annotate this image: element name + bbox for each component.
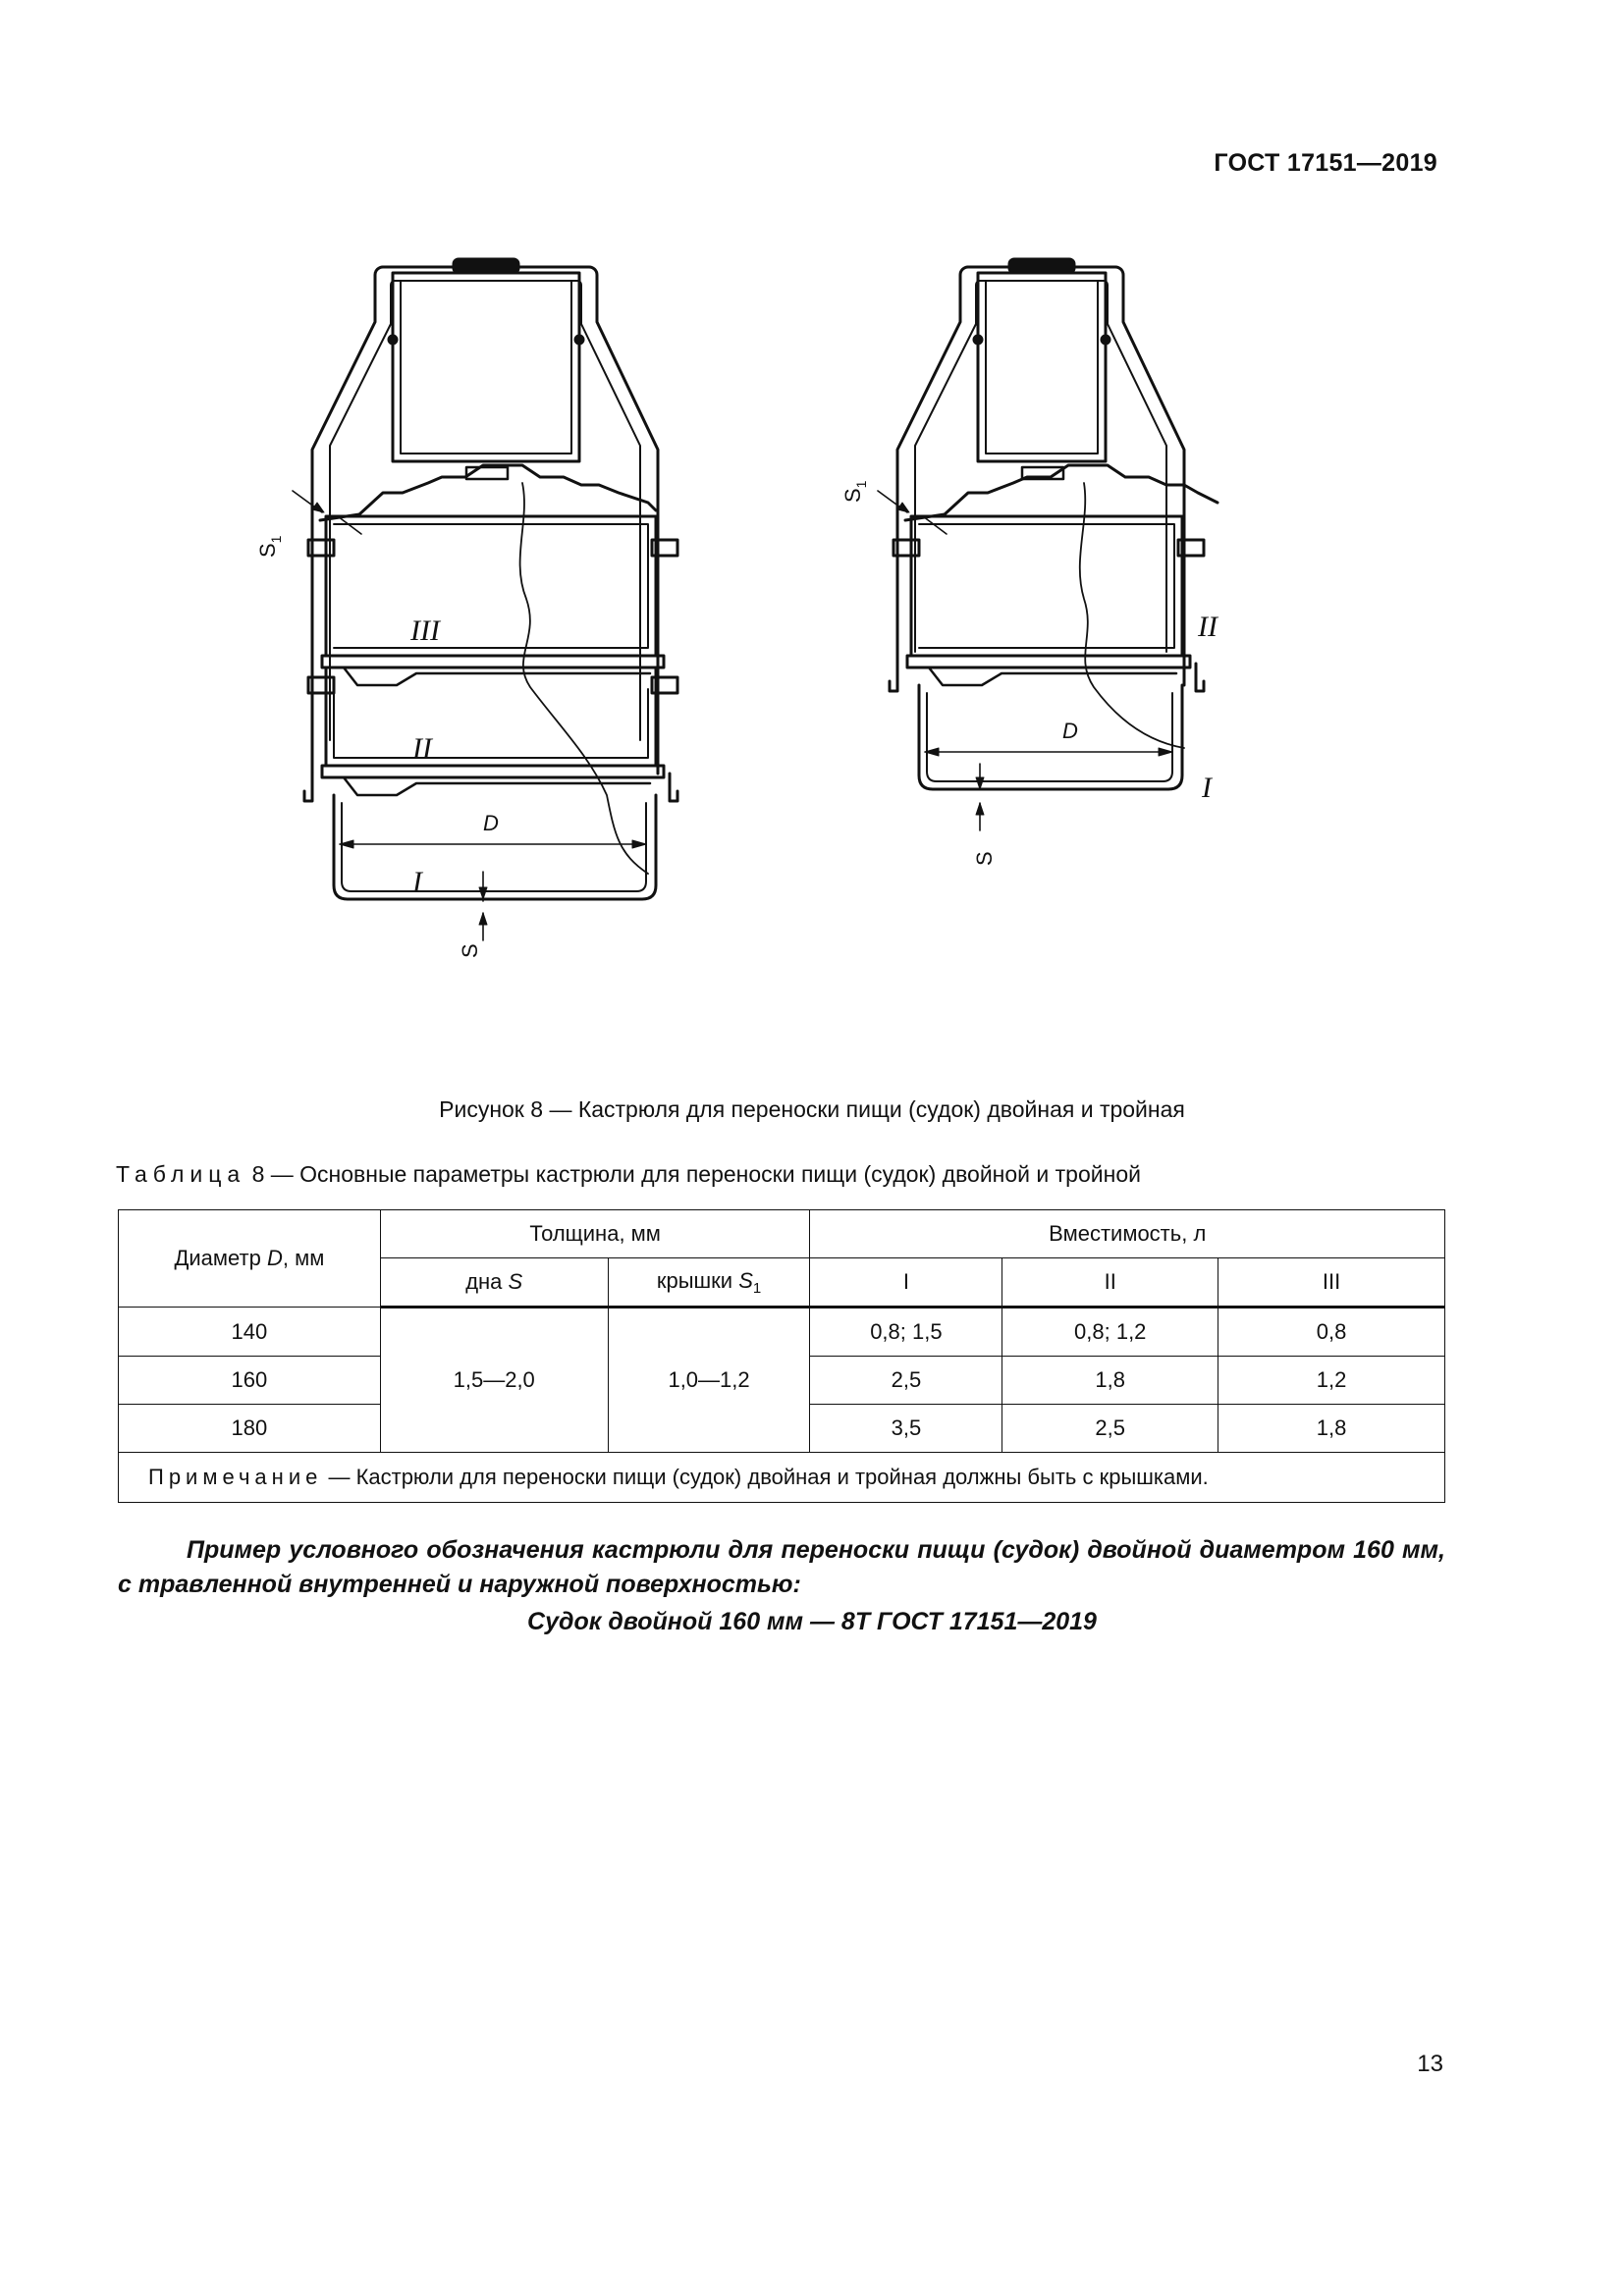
table-note-row — [119, 1453, 1445, 1503]
designation-example-text: Пример условного обозначения кастрюли для переноски пищи (судок) двойной диаметром 160 мм, с травленной внутренней и наружной поверхностью: — [118, 1536, 1445, 1598]
table-header-row — [119, 1210, 1445, 1258]
cell-diameter: 160 — [119, 1357, 381, 1405]
cell-capacity-ii: 0,8; 1,2 — [1002, 1308, 1218, 1357]
label-tier-i-double: I — [1202, 772, 1212, 804]
label-tier-ii-double: II — [1198, 611, 1218, 643]
cell-capacity-iii: 1,2 — [1218, 1357, 1445, 1405]
header-lid-thickness: крышки $S_1$ — [608, 1258, 810, 1308]
double-carrier-drawing — [878, 259, 1218, 830]
cell-diameter: 140 — [119, 1308, 381, 1357]
label-s1-double: $S_1$ — [840, 480, 869, 503]
document-code-header: ГОСТ 17151—2019 — [1214, 149, 1437, 177]
label-d-double: D — [1062, 719, 1078, 743]
parameters-table — [118, 1209, 1445, 1503]
cell-capacity-iii: 1,8 — [1218, 1405, 1445, 1453]
header-capacity-iii: III — [1218, 1258, 1445, 1308]
table-note: Примечание — Кастрюли для переноски пищи (судок) двойная и тройная должны быть с крышками. — [119, 1453, 1445, 1503]
label-s-triple: S — [458, 943, 482, 958]
table-title: Таблица 8 — Основные параметры кастрюли для переноски пищи (судок) двойной и тройной — [116, 1161, 1141, 1187]
label-s1-triple: $S_1$ — [255, 535, 284, 558]
cell-capacity-i: 2,5 — [810, 1357, 1002, 1405]
header-capacity-ii: II — [1002, 1258, 1218, 1308]
cell-capacity-i: 3,5 — [810, 1405, 1002, 1453]
label-d-triple: D — [483, 811, 499, 835]
cell-capacity-ii: 1,8 — [1002, 1357, 1218, 1405]
header-thickness: Толщина, мм — [380, 1210, 810, 1258]
header-diameter: Диаметр D, мм — [119, 1210, 381, 1308]
header-capacity-i: I — [810, 1258, 1002, 1308]
cell-capacity-i: 0,8; 1,5 — [810, 1308, 1002, 1357]
figure-caption: Рисунок 8 — Кастрюля для переноски пищи (судок) двойная и тройная — [439, 1096, 1185, 1122]
figure-8-drawing — [255, 245, 1286, 1070]
label-tier-i-triple: I — [412, 866, 422, 898]
cell-capacity-ii: 2,5 — [1002, 1405, 1218, 1453]
page-number: 13 — [1417, 2051, 1443, 2077]
cell-capacity-iii: 0,8 — [1218, 1308, 1445, 1357]
label-tier-iii-triple: III — [410, 614, 440, 647]
header-capacity: Вместимость, л — [810, 1210, 1445, 1258]
triple-carrier-drawing — [293, 259, 677, 940]
cell-diameter: 180 — [119, 1405, 381, 1453]
label-tier-ii-triple: II — [412, 732, 432, 765]
table-row — [119, 1308, 1445, 1357]
header-bottom-thickness: дна S — [380, 1258, 608, 1308]
designation-example: Судок двойной 160 мм — 8Т ГОСТ 17151—2019 — [527, 1608, 1097, 1635]
label-s-double: S — [972, 851, 997, 866]
cell-bottom-thickness: 1,5—2,0 — [380, 1308, 608, 1453]
cell-lid-thickness: 1,0—1,2 — [608, 1308, 810, 1453]
